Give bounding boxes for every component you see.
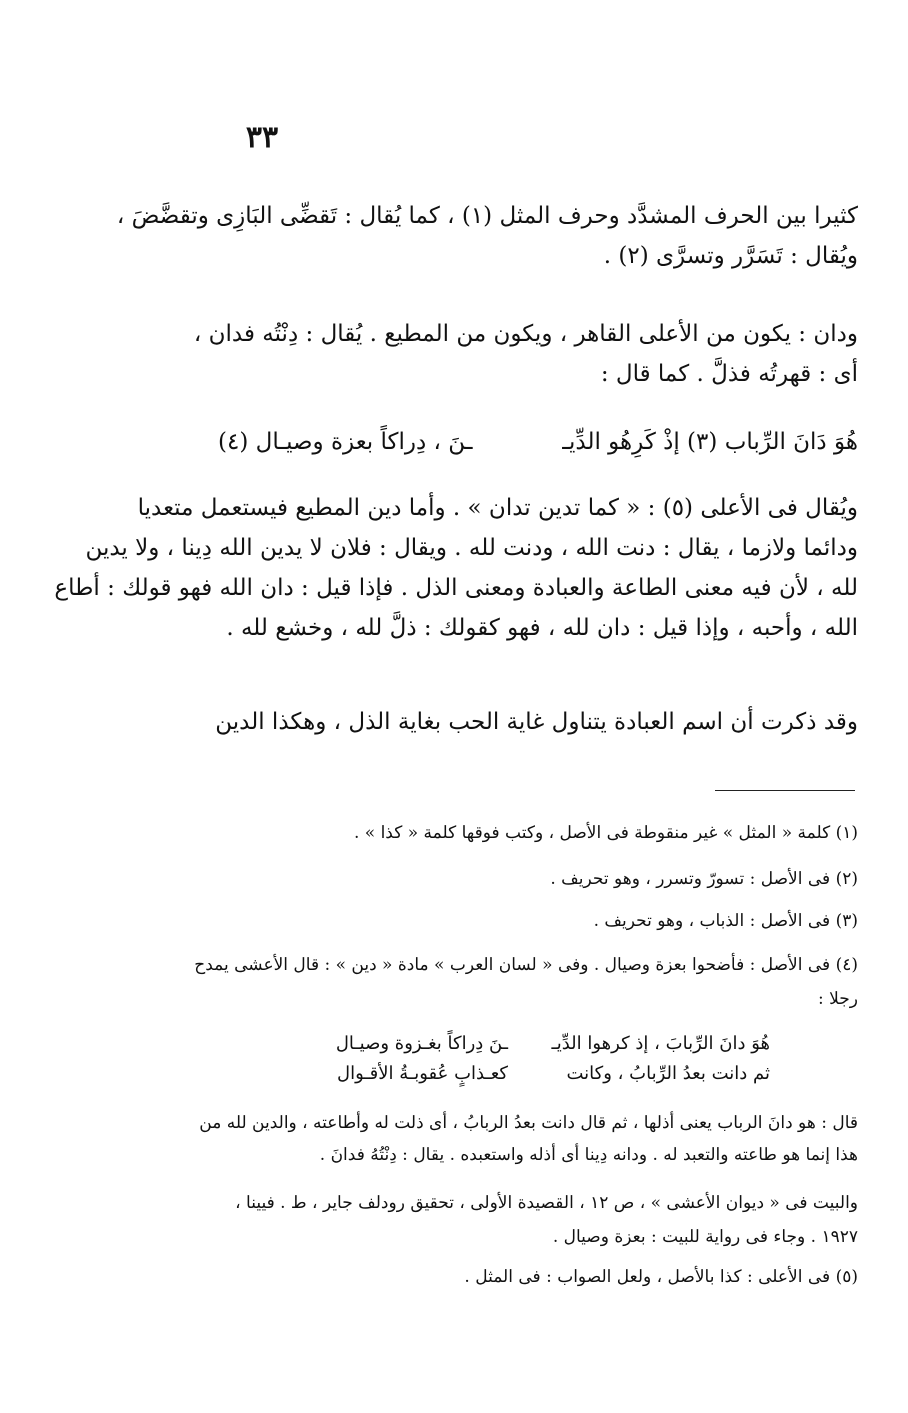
paragraph-3-line-2: ودائما ولازما ، يقال : دنت الله ، ودنت لله . ويقال : فلان لا يدين الله دِينا ، ولا يدين xyxy=(85,535,858,561)
paragraph-2-line-1: ودان : يكون من الأعلى القاهر ، ويكون من المطيع . يُقال : دِنْتُه فدان ، xyxy=(193,321,858,347)
footnote-4-verse-2-second: كعـذابٍ عُقوبـةُ الأقـوال xyxy=(337,1063,508,1084)
verse-1-first-hemistich: هُوَ دَانَ الرِّباب (٣) إذْ كَرِهُو الدِّيـ xyxy=(562,429,858,455)
verse-1 xyxy=(218,422,858,462)
paragraph-3-line-3: لله ، لأن فيه معنى الطاعة والعبادة ومعنى الذل . فإذا قيل : دان الله فهو قولك : أطاع xyxy=(54,575,858,601)
footnote-separator xyxy=(715,790,855,791)
paragraph-3 xyxy=(54,488,858,648)
footnote-1: (١) كلمة « المثل » غير منقوطة فى الأصل ، وكتب فوقها كلمة « كذا » . xyxy=(353,823,858,843)
verse-1-second-hemistich: ـنَ ، دِراكاً بعزة وصيـال (٤) xyxy=(218,429,473,455)
footnote-4-commentary-line-1: قال : هو دانَ الرباب يعنى أذلها ، ثم قال دانت بعدُ الربابُ ، أى ذلت له وأطاعته ، والدين لله من xyxy=(199,1113,858,1133)
footnote-3: (٣) فى الأصل : الذباب ، وهو تحريف . xyxy=(593,911,858,931)
footnote-4-verse-2-first: ثم دانت بعدُ الرِّبابُ ، وكانت xyxy=(566,1063,770,1084)
page-number: ٣٣ xyxy=(245,120,279,155)
paragraph-2 xyxy=(193,314,858,394)
footnote-4-line-2: رجلا : xyxy=(818,989,858,1009)
paragraph-3-line-1: ويُقال فى الأعلى (٥) : « كما تدين تدان » . وأما دين المطيع فيستعمل متعديا xyxy=(137,495,858,521)
footnote-2: (٢) فى الأصل : تسورّ وتسرر ، وهو تحريف . xyxy=(550,869,858,889)
paragraph-1-line-1: كثيرا بين الحرف المشدَّد وحرف المثل (١) ، كما يُقال : تَقضِّى البَازِى وتقضَّضَ ، xyxy=(116,203,858,229)
paragraph-1-line-2: ويُقال : تَسَرَّر وتسرَّى (٢) . xyxy=(603,243,858,269)
paragraph-2-line-2: أى : قهرتُه فذلَّ . كما قال : xyxy=(600,361,858,387)
paragraph-4 xyxy=(215,702,858,742)
footnote-4-line-1: (٤) فى الأصل : فأضحوا بعزة وصيال . وفى « لسان العرب » مادة « دين » : قال الأعشى يمدح xyxy=(194,955,858,975)
footnote-4-commentary-line-2: هذا إنما هو طاعته والتعبد له . ودانه دِينا أى أذله واستعبده . يقال : دِنْتُهُ فدانَ . xyxy=(319,1145,858,1165)
paragraph-4-line-1: وقد ذكرت أن اسم العبادة يتناول غاية الحب بغاية الذل ، وهكذا الدين xyxy=(215,709,858,735)
footnote-4-verse-1-first: هُوَ دانَ الرِّبابَ ، إذ كرهوا الدِّيـ xyxy=(551,1033,770,1054)
footnote-4-verse-1-second: ـنَ دِراكاً بغـزوة وصيـال xyxy=(335,1033,508,1054)
footnote-5: (٥) فى الأعلى : كذا بالأصل ، ولعل الصواب : فى المثل . xyxy=(464,1267,858,1287)
paragraph-1 xyxy=(116,196,858,276)
footnote-4-source-line-1: والبيت فى « ديوان الأعشى » ، ص ١٢ ، القصيدة الأولى ، تحقيق رودلف جاير ، ط . فيينا ، xyxy=(235,1193,858,1213)
footnote-4-source-line-2: ١٩٢٧ . وجاء فى رواية للبيت : بعزة وصيال . xyxy=(552,1227,858,1247)
paragraph-3-line-4: الله ، وأحبه ، وإذا قيل : دان لله ، فهو كقولك : ذلَّ لله ، وخشع لله . xyxy=(226,615,858,641)
